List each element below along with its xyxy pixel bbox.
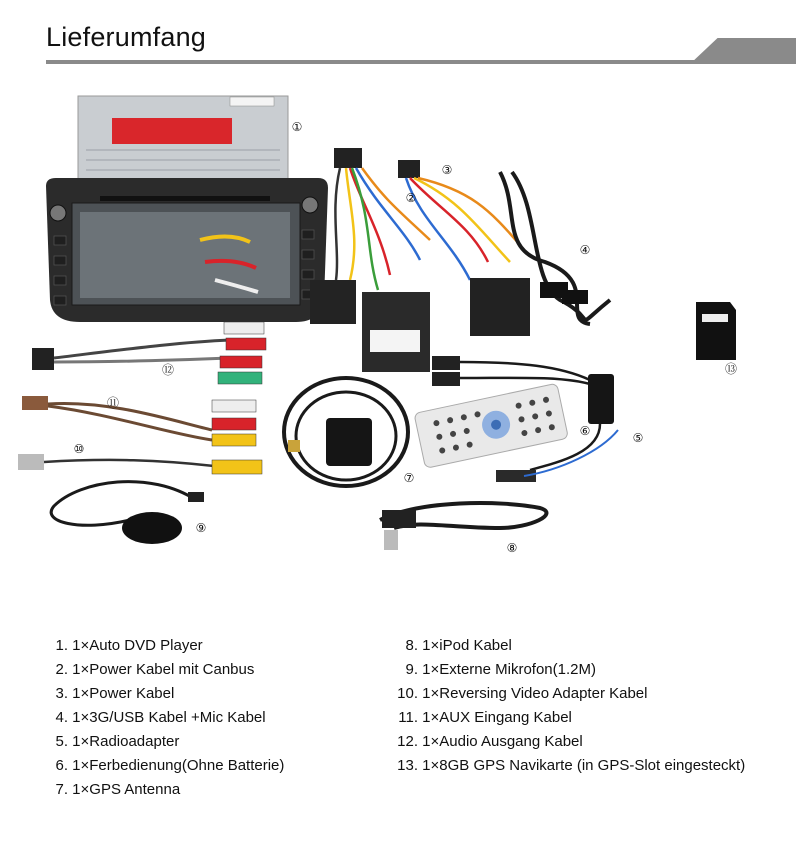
callout-10: ⑩: [73, 442, 85, 456]
audio-output-cable-image: [32, 322, 266, 384]
callout-2: ②: [405, 191, 417, 205]
callout-6: ⑥: [579, 424, 591, 438]
gps-antenna-image: [284, 378, 408, 486]
callout-11: ⑪: [106, 396, 120, 410]
list-item: 9. 1×Externe Mikrofon(1.2M): [405, 661, 596, 678]
sd-card-image: [696, 302, 736, 360]
ipod-cable-image: [380, 503, 546, 550]
items-list-right: [394, 634, 745, 778]
callout-8: ⑧: [506, 541, 518, 555]
list-item: 8. 1×iPod Kabel: [405, 637, 512, 654]
external-mic-image: [51, 482, 204, 544]
list-item: 13. 1×8GB GPS Navikarte (in GPS-Slot eingesteckt): [397, 757, 746, 774]
items-list-left: [52, 634, 284, 802]
remote-control-image: [414, 383, 568, 468]
header-rule: [46, 60, 770, 64]
list-item: 3. 1×Power Kabel: [55, 685, 175, 702]
callout-9: ⑨: [195, 521, 207, 535]
list-item: 2. 1×Power Kabel mit Canbus: [55, 661, 255, 678]
page-title: Lieferumfang: [46, 22, 206, 52]
list-item: 12. 1×Audio Ausgang Kabel: [397, 733, 583, 750]
dvd-player-image: [46, 96, 328, 322]
header-rule-tab: [690, 38, 796, 64]
list-item: 4. 1×3G/USB Kabel +Mic Kabel: [55, 709, 266, 726]
callout-5: ⑤: [632, 431, 644, 445]
callout-3: ③: [441, 163, 453, 177]
list-item: 10. 1×Reversing Video Adapter Kabel: [397, 685, 648, 702]
callout-13: ⑬: [724, 362, 738, 376]
list-item: 7. 1×GPS Antenna: [55, 781, 181, 798]
callout-7: ⑦: [403, 471, 415, 485]
callout-12: ⑫: [161, 363, 175, 377]
list-item: 6. 1×Ferbedienung(Ohne Batterie): [55, 757, 285, 774]
list-item: 11. 1×AUX Eingang Kabel: [398, 709, 572, 726]
product-photo: [0, 80, 800, 600]
callout-1: ①: [291, 120, 303, 134]
list-item: 5. 1×Radioadapter: [55, 733, 180, 750]
aux-input-cable-image: [22, 396, 256, 446]
list-item: 1. 1×Auto DVD Player: [55, 637, 203, 654]
callout-4: ④: [579, 243, 591, 257]
reversing-video-cable-image: [18, 454, 262, 474]
